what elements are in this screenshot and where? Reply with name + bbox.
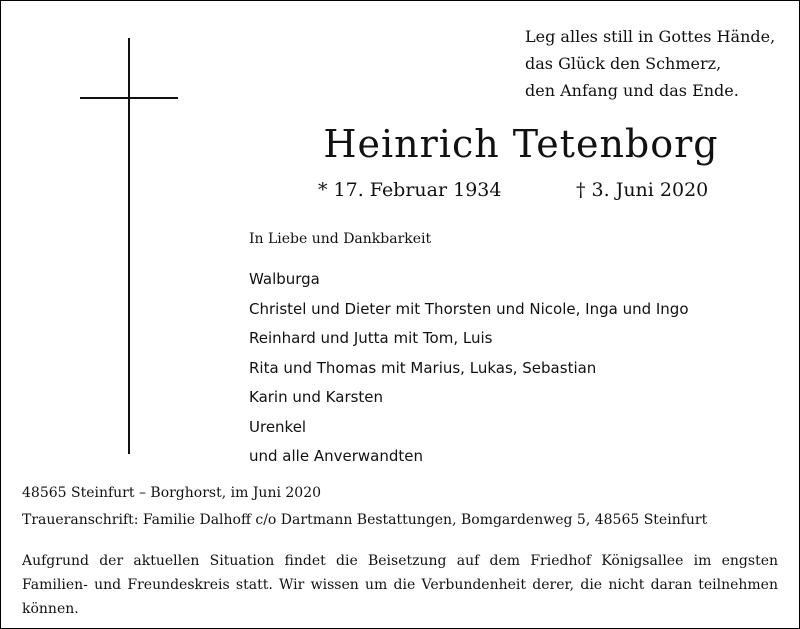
funeral-notice: Aufgrund der aktuellen Situation findet die Beisetzung auf dem Friedhof Königsallee im engsten Familien- und Freundeskreis statt. Wir wissen um die Verbundenheit derer, die nicht daran teilnehmen können.: [22, 553, 778, 617]
cross-icon: [128, 38, 130, 454]
family-member: Walburga: [249, 270, 320, 288]
poem-line: den Anfang und das Ende.: [525, 81, 739, 100]
poem-line: Leg alles still in Gottes Hände,: [525, 27, 776, 46]
family-member: und alle Anverwandten: [249, 447, 423, 465]
cross-icon-bar: [80, 97, 178, 99]
family-member: Karin und Karsten: [249, 388, 384, 406]
family-member: Reinhard und Jutta mit Tom, Luis: [249, 329, 493, 347]
death-date: † 3. Juni 2020: [576, 179, 709, 201]
deceased-name: Heinrich Tetenborg: [323, 122, 719, 166]
place-date: 48565 Steinfurt – Borghorst, im Juni 2020: [22, 485, 322, 501]
birth-date: * 17. Februar 1934: [318, 179, 502, 201]
poem: [525, 23, 775, 104]
mourning-address: Traueranschrift: Familie Dalhoff c/o Dartmann Bestattungen, Bomgardenweg 5, 48565 Steinfurt: [22, 512, 708, 528]
family-member: Rita und Thomas mit Marius, Lukas, Sebastian: [249, 358, 597, 377]
family-member: Christel und Dieter mit Thorsten und Nicole, Inga und Ingo: [249, 299, 689, 318]
poem-line: das Glück den Schmerz,: [525, 54, 722, 73]
dedication: In Liebe und Dankbarkeit: [249, 231, 432, 247]
family-member: Urenkel: [249, 417, 307, 436]
family-list: [249, 265, 689, 472]
